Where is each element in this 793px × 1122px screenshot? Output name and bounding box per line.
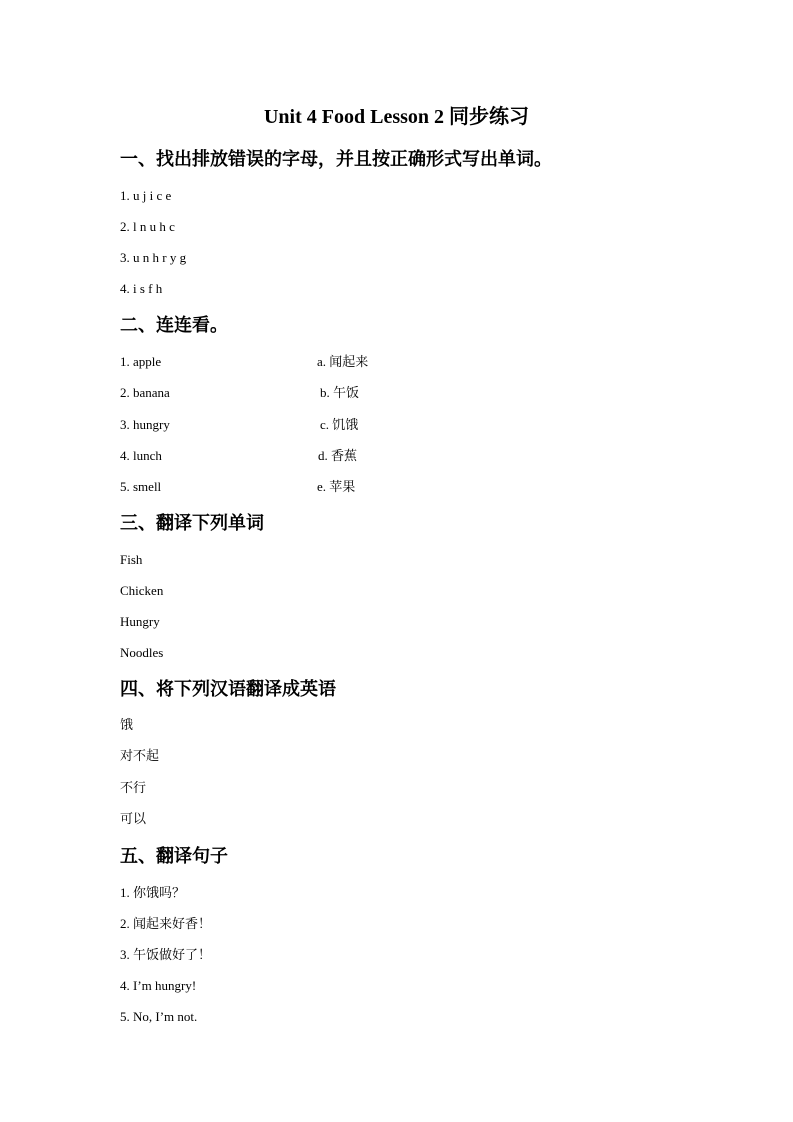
section-4-item: 可以: [120, 811, 147, 826]
section-2-heading: 二、连连看。: [120, 315, 228, 336]
section-4-item: 对不起: [120, 748, 160, 763]
section-3-item: Noodles: [120, 645, 164, 660]
section-5-item: 1. 你饿吗？: [120, 885, 186, 900]
section-1-item: 4. i s f h: [120, 281, 163, 296]
match-left-item: 3. hungry: [120, 417, 170, 432]
match-right-item: a. 闻起来: [317, 354, 369, 369]
match-right-item: c. 饥饿: [320, 417, 359, 432]
section-3-item: Chicken: [120, 583, 164, 598]
match-left-item: 4. lunch: [120, 448, 162, 463]
match-right-item: b. 午饭: [320, 385, 360, 400]
section-1-item: 1. u j i c e: [120, 188, 172, 203]
section-5-item: 3. 午饭做好了！: [120, 947, 212, 962]
match-left-item: 2. banana: [120, 385, 170, 400]
section-1-item: 2. l n u h c: [120, 219, 175, 234]
section-3-item: Fish: [120, 552, 143, 567]
section-3-heading: 三、翻译下列单词: [120, 513, 264, 534]
section-1-item: 3. u n h r y g: [120, 250, 187, 265]
section-5-heading: 五、翻译句子: [120, 846, 228, 867]
section-1-heading: 一、找出排放错误的字母，并且按正确形式写出单词。: [120, 149, 552, 170]
document-title: Unit 4 Food Lesson 2 同步练习: [263, 106, 530, 128]
section-5-item: 2. 闻起来好香！: [120, 916, 212, 931]
section-3-item: Hungry: [120, 614, 160, 629]
match-left-item: 5. smell: [120, 479, 162, 494]
section-4-item: 不行: [120, 780, 147, 795]
section-4-item: 饿: [120, 717, 134, 732]
match-right-item: d. 香蕉: [318, 448, 358, 463]
section-4-heading: 四、将下列汉语翻译成英语: [120, 679, 336, 700]
section-5-item: 5. No, I’m not.: [120, 1009, 198, 1024]
match-left-item: 1. apple: [120, 354, 162, 369]
section-5-item: 4. I’m hungry!: [120, 978, 197, 993]
match-right-item: e. 苹果: [317, 479, 356, 494]
